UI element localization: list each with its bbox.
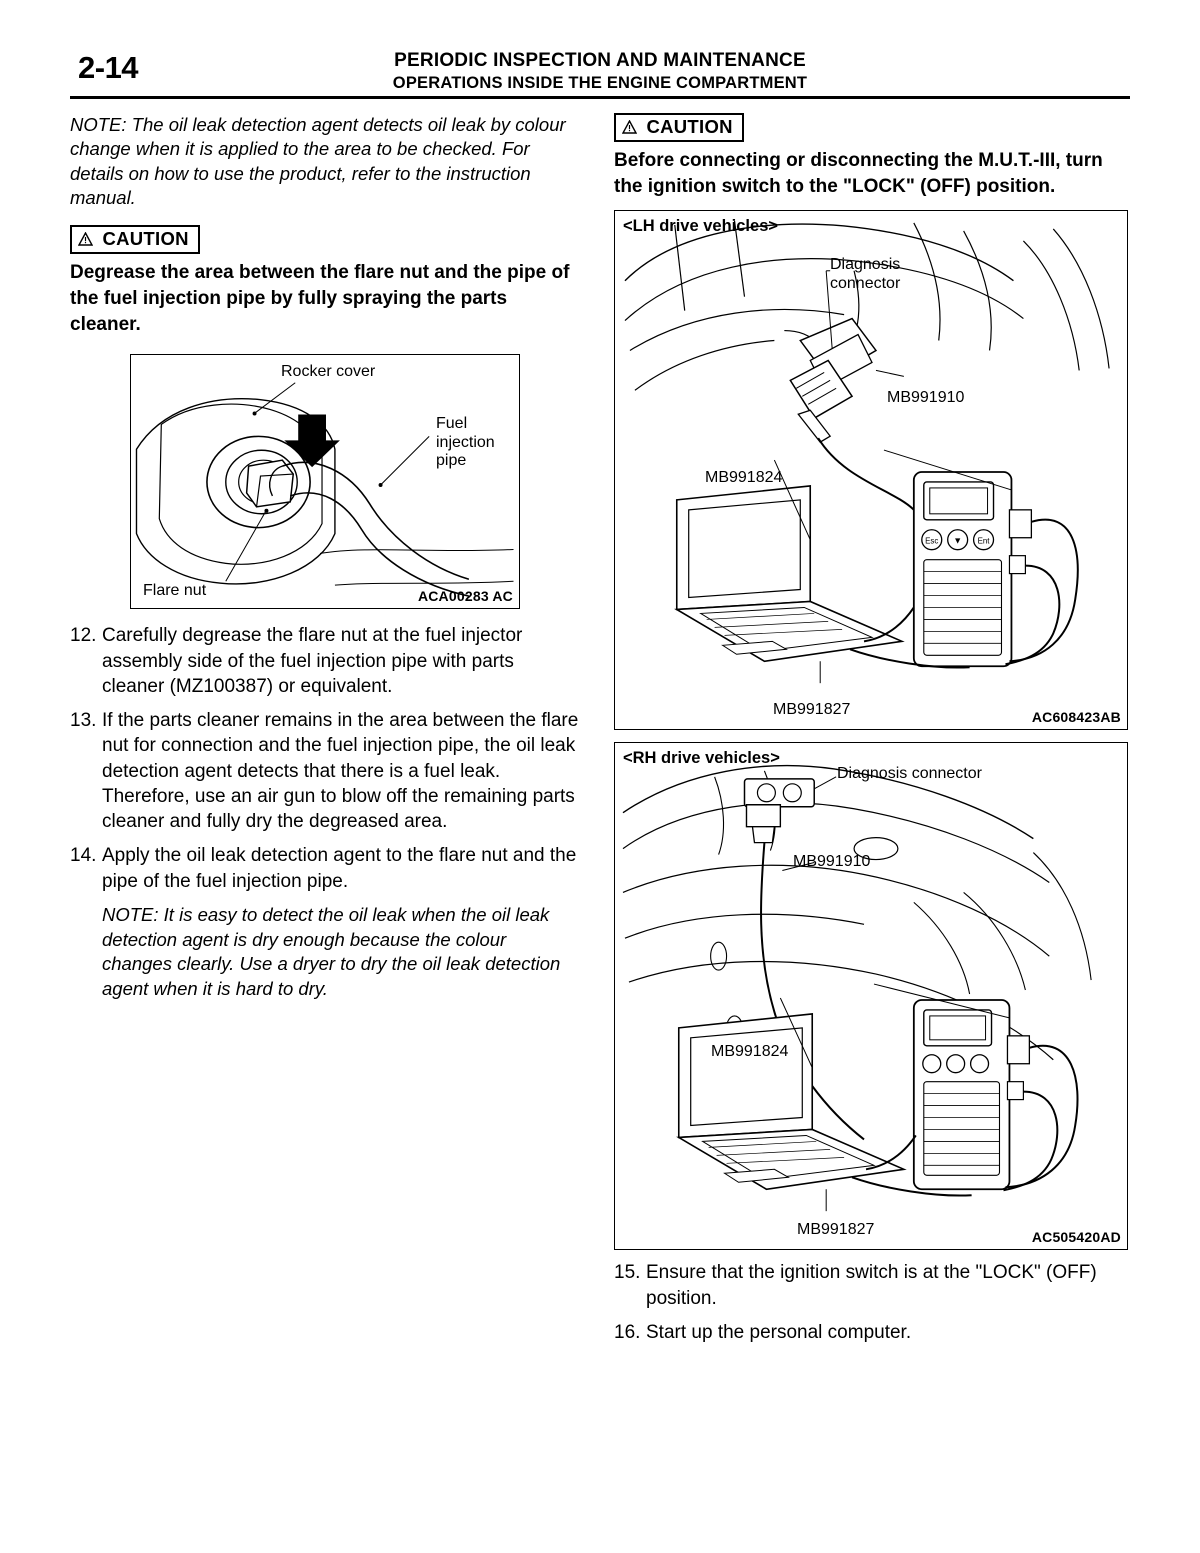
- label-mb991910-rh: MB991910: [793, 853, 871, 871]
- figure-2-code: AC608423AB: [1031, 709, 1121, 726]
- warning-triangle-icon: [622, 117, 642, 138]
- step-item: [70, 843, 580, 894]
- step-item: [614, 1320, 1128, 1345]
- label-diagnosis-connector-lh-line1: Diagnosis: [830, 256, 901, 274]
- header-title-sub: OPERATIONS INSIDE THE ENGINE COMPARTMENT: [392, 74, 808, 92]
- label-mb991910-lh: MB991910: [887, 389, 965, 407]
- svg-text:▼: ▼: [953, 536, 963, 547]
- header-title-main: PERIODIC INSPECTION AND MAINTENANCE: [394, 50, 806, 71]
- label-diagnosis-connector-rh: Diagnosis connector: [837, 765, 982, 783]
- step-number: 12.: [70, 625, 97, 647]
- svg-text:Ent: Ent: [977, 537, 990, 547]
- label-fuel-injection-pipe-line2: injection: [436, 433, 495, 451]
- step-number: 13.: [70, 710, 97, 732]
- caution-label-right: CAUTION: [646, 116, 733, 137]
- label-mb991824-rh: MB991824: [711, 1043, 789, 1061]
- step-text: Start up the personal computer.: [646, 1321, 912, 1343]
- figure-3-code: AC505420AD: [1031, 1229, 1121, 1246]
- figure-3-illustration: [615, 743, 1127, 1249]
- step-text: Carefully degrease the flare nut at the fuel injector assembly side of the fuel injection pipe with parts cleaner (MZ100387) or equivalent.: [102, 625, 523, 697]
- label-diagnosis-connector-lh: [830, 256, 900, 293]
- step-number: 14.: [70, 845, 97, 867]
- label-fuel-injection-pipe: [436, 415, 495, 470]
- caution-badge-left: [70, 225, 200, 254]
- step-item: [70, 708, 580, 834]
- left-step-list: [70, 623, 580, 1001]
- figure-1-code: ACA00283 AC: [417, 588, 513, 605]
- step-number: 15.: [614, 1262, 641, 1284]
- svg-text:Esc: Esc: [925, 537, 939, 547]
- step-text: Ensure that the ignition switch is at the "LOCK" (OFF) position.: [646, 1262, 1097, 1309]
- step-item: [614, 1260, 1128, 1311]
- note-oil-leak-agent: NOTE: The oil leak detection agent detects oil leak by colour change when it is applied to the area to be checked. For details on how to use the product, refer to the instruction manual.: [70, 114, 566, 209]
- caution-badge-right: [614, 113, 744, 142]
- step-number: 16.: [614, 1321, 641, 1343]
- label-flare-nut: Flare nut: [143, 581, 207, 599]
- note-detection-dryness: NOTE: It is easy to detect the oil leak when the oil leak detection agent is dry enough because the colour changes clearly. Use a dryer to dry the oil leak detection agent when it is hard to dry.: [102, 903, 561, 999]
- left-column: [70, 113, 580, 1354]
- right-step-list: [614, 1260, 1128, 1345]
- caution-text-right: Before connecting or disconnecting the M.U.T.-III, turn the ignition switch to the "LOCK" (OFF) position.: [614, 150, 1103, 198]
- header-titles: [70, 30, 1130, 93]
- label-fuel-injection-pipe-line1: Fuel: [436, 415, 468, 433]
- page-number: 2-14: [78, 50, 139, 85]
- caution-label-left: CAUTION: [102, 227, 189, 249]
- label-fuel-injection-pipe-line3: pipe: [436, 452, 467, 470]
- header-divider: [70, 96, 1130, 99]
- step-item: [70, 623, 580, 699]
- page-header: [70, 30, 1130, 90]
- figure-rocker-cover: [130, 354, 520, 609]
- warning-triangle-icon: [78, 229, 98, 250]
- content-columns: [70, 113, 1130, 1354]
- label-rocker-cover: Rocker cover: [281, 363, 376, 381]
- step-text: Apply the oil leak detection agent to the flare nut and the pipe of the fuel injection pipe.: [102, 845, 577, 892]
- figure-lh-drive-vehicles: [614, 210, 1128, 730]
- figure-rh-drive-vehicles: [614, 742, 1128, 1250]
- label-mb991827-lh: MB991827: [773, 701, 851, 719]
- figure-2-title: <LH drive vehicles>: [623, 217, 779, 236]
- label-mb991824-lh: MB991824: [705, 469, 783, 487]
- figure-1-illustration: [131, 355, 519, 608]
- right-column: [614, 113, 1128, 1354]
- caution-text-left: Degrease the area between the flare nut and the pipe of the fuel injection pipe by fully spraying the parts cleaner.: [70, 261, 570, 336]
- label-diagnosis-connector-lh-line2: connector: [830, 274, 901, 292]
- figure-3-title: <RH drive vehicles>: [623, 749, 780, 768]
- label-mb991827-rh: MB991827: [797, 1221, 875, 1239]
- step-text: If the parts cleaner remains in the area between the flare nut for connection and the fuel injection pipe, the oil leak detection agent detects that there is a fuel leak. Therefore, use an air gun to blow off the remaining parts cleaner and fully dry the degreased area.: [102, 710, 579, 833]
